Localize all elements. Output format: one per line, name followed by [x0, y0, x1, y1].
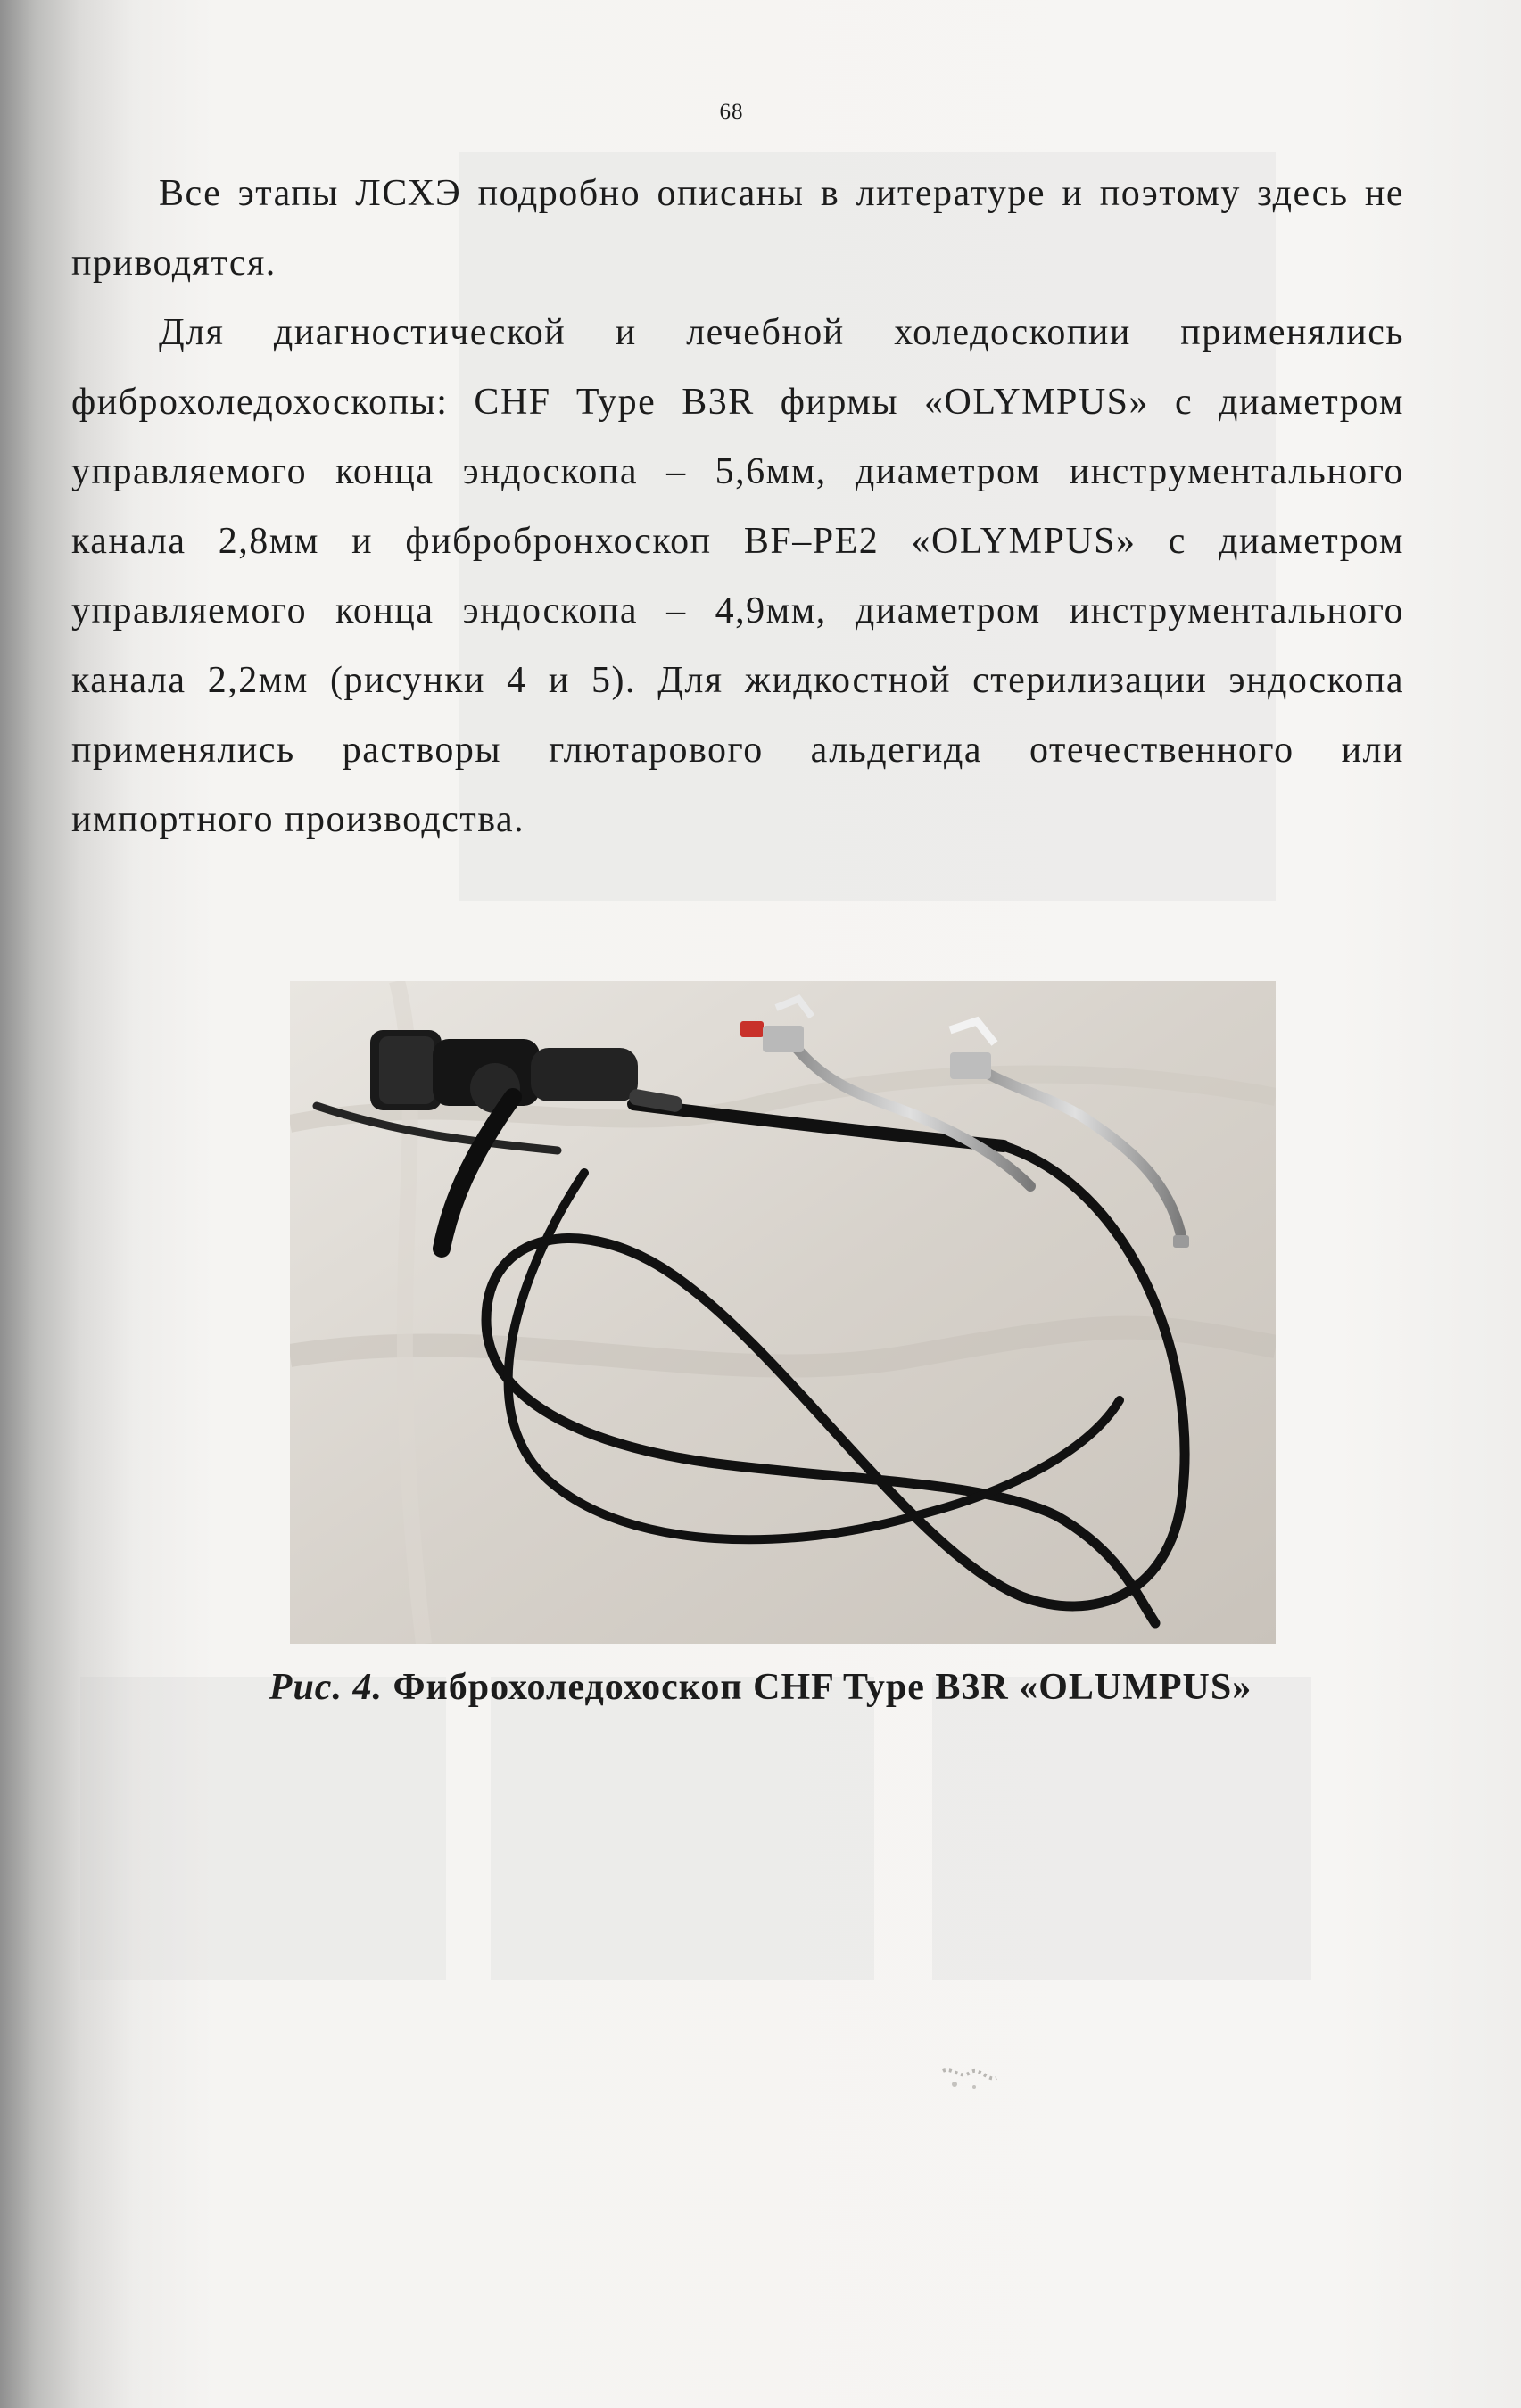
- figure-caption-text: Фиброхоледохоскоп CHF Type B3R «OLUMPUS»: [393, 1667, 1252, 1708]
- body-text: [71, 159, 1404, 854]
- scan-speck-mark: [938, 2062, 1001, 2098]
- show-through-bottom-right: [932, 1677, 1311, 1980]
- page-number: 68: [719, 100, 744, 124]
- paragraph-equipment: Для диагностической и лечебной холедоскопии применялись фиброхоледохоскопы: CHF Type B3R фирмы «OLYMPUS» с диаметром управляемого конца эндоскопа – 5,6мм, диаметром инструментального канала 2,8мм и фибробронхоскоп BF–PE2 «OLYMPUS» с диаметром управляемого конца эндоскопа – 4,9мм, диаметром инструментального канала 2,2мм (рисунки 4 и 5). Для жидкостной стерилизации эндоскопа применялись растворы глютарового альдегида отечественного или импортного производства.: [71, 312, 1404, 840]
- endoscope-illustration: [290, 981, 1276, 1644]
- show-through-bottom-left: [80, 1677, 446, 1980]
- endoscope-photo: [290, 981, 1276, 1644]
- figure-caption: [0, 1666, 1521, 1709]
- figure-caption-label: Рис. 4.: [269, 1667, 383, 1708]
- paragraph-stages: Все этапы ЛСХЭ подробно описаны в литературе и поэтому здесь не приводятся.: [71, 173, 1404, 284]
- show-through-bottom-mid: [491, 1677, 874, 1980]
